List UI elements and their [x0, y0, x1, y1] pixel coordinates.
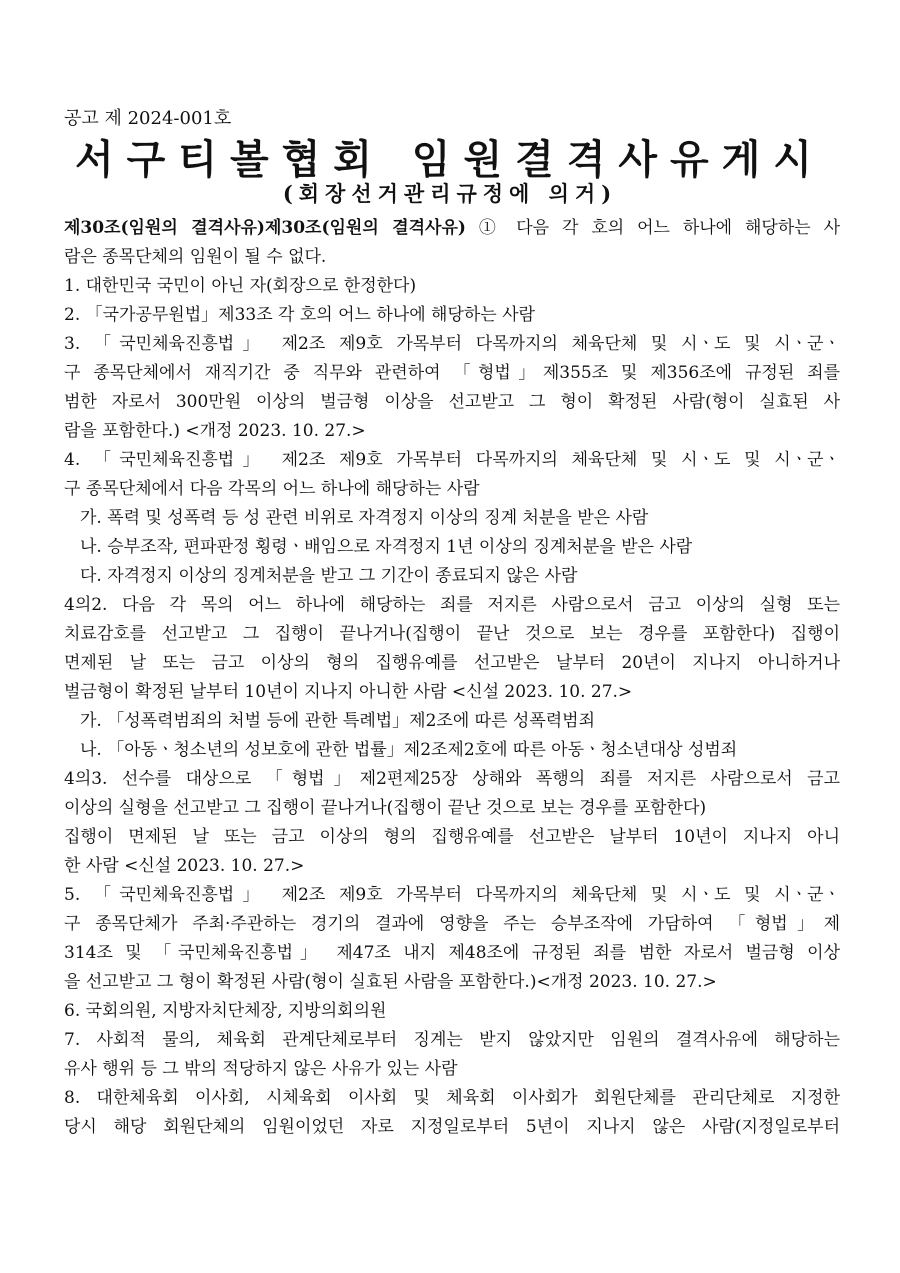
item-1: 1. 대한민국 국민이 아닌 자(회장으로 한정한다) [64, 276, 417, 296]
article-line: 람은 종목단체의 임원이 될 수 없다. [64, 247, 327, 267]
item-3: 3. 「국민체육진흥법」 제2조 제9호 가목부터 다목까지의 체육단체 및 시ㆍ도 및 시ㆍ군ㆍ [64, 334, 840, 354]
article-body [64, 214, 840, 1142]
item-7: 7. 사회적 물의, 체육회 관계단체로부터 징계는 받지 않았지만 임원의 결격사유에 해당하는 [64, 1030, 840, 1050]
sub-item-ga: 가. 폭력 및 성폭력 등 성 관련 비위로 자격정지 이상의 징계 처분을 받은 사람 [80, 508, 649, 528]
item-5: 5. 「국민체육진흥법」 제2조 제9호 가목부터 다목까지의 체육단체 및 시ㆍ도 및 시ㆍ군ㆍ [64, 885, 840, 905]
sub-item-na: 나. 「아동ㆍ청소년의 성보호에 관한 법률」제2조제2호에 따른 아동ㆍ청소년대상 성범죄 [80, 740, 738, 760]
article-line-text: ① 다음 각 호의 어느 하나에 해당하는 사 [478, 218, 840, 238]
sub-item-da: 다. 자격정지 이상의 징계처분을 받고 그 기간이 종료되지 않은 사람 [80, 566, 578, 586]
item-3-cont: 구 종목단체에서 재직기간 중 직무와 관련하여 「형법」제355조 및 제356조에 규정된 죄를 [64, 363, 840, 383]
item-3-cont: 범한 자로서 300만원 이상의 벌금형 이상을 선고받고 그 형이 확정된 사람(형이 실효된 사 [64, 392, 840, 412]
item-4-3-cont: 한 사람 <신설 2023. 10. 27.> [64, 856, 305, 876]
item-4-2-cont: 면제된 날 또는 금고 이상의 형의 집행유예를 선고받은 날부터 20년이 지나지 아니하거나 [64, 653, 840, 673]
sub-item-ga: 가. 「성폭력범죄의 처벌 등에 관한 특례법」제2조에 따른 성폭력범죄 [80, 711, 596, 731]
item-5-cont: 을 선고받고 그 형이 확정된 사람(형이 실효된 사람을 포함한다.)<개정 2023. 10. 27.> [64, 972, 717, 992]
item-4-3: 4의3. 선수를 대상으로 「형법」제2편제25장 상해와 폭행의 죄를 저지른 사람으로서 금고 [64, 769, 840, 789]
item-8: 8. 대한체육회 이사회, 시체육회 이사회 및 체육회 이사회가 회원단체를 관리단체로 지정한 [64, 1088, 840, 1108]
item-5-cont: 구 종목단체가 주최·주관하는 경기의 결과에 영향을 주는 승부조작에 가담하여 「형법」제 [64, 914, 840, 934]
notice-number: 공고 제 2024-001호 [64, 108, 232, 129]
item-8-cont: 당시 해당 회원단체의 임원이었던 자로 지정일로부터 5년이 지나지 않은 사람(지정일로부터 [64, 1117, 840, 1137]
article-line-1 [64, 214, 840, 243]
item-4-2-cont: 벌금형이 확정된 날부터 10년이 지나지 아니한 사람 <신설 2023. 10. 27.> [64, 682, 633, 702]
item-5-cont: 314조 및 「국민체육진흥법」 제47조 내지 제48조에 규정된 죄를 범한 자로서 벌금형 이상 [64, 943, 840, 963]
item-4: 4. 「국민체육진흥법」 제2조 제9호 가목부터 다목까지의 체육단체 및 시ㆍ도 및 시ㆍ군ㆍ [64, 450, 840, 470]
item-4-cont: 구 종목단체에서 다음 각목의 어느 하나에 해당하는 사람 [64, 479, 480, 499]
document-title: 서구티볼협회 임원결격사유게시 [75, 136, 825, 183]
item-4-3-cont: 집행이 면제된 날 또는 금고 이상의 형의 집행유예를 선고받은 날부터 10년이 지나지 아니 [64, 827, 840, 847]
sub-item-na: 나. 승부조작, 편파판정 횡령ㆍ배임으로 자격정지 1년 이상의 징계처분을 받은 사람 [80, 537, 693, 557]
item-4-2-cont: 치료감호를 선고받고 그 집행이 끝나거나(집행이 끝난 것으로 보는 경우를 포함한다) 집행이 [64, 624, 840, 644]
document-subtitle: (회장선거관리규정에 의거) [282, 181, 618, 206]
item-4-2: 4의2. 다음 각 목의 어느 하나에 해당하는 죄를 저지른 사람으로서 금고 이상의 실형 또는 [64, 595, 840, 615]
article-heading: 제30조(임원의 결격사유)제30조(임원의 결격사유) [64, 218, 466, 238]
item-2: 2. 「국가공무원법」제33조 각 호의 어느 하나에 해당하는 사람 [64, 305, 535, 325]
item-3-cont: 람을 포함한다.) <개정 2023. 10. 27.> [64, 421, 366, 441]
item-6: 6. 국회의원, 지방자치단체장, 지방의회의원 [64, 1001, 387, 1021]
item-4-3-cont: 이상의 실형을 선고받고 그 집행이 끝나거나(집행이 끝난 것으로 보는 경우를 포함한다) [64, 798, 707, 818]
item-7-cont: 유사 행위 등 그 밖의 적당하지 않은 사유가 있는 사람 [64, 1059, 458, 1079]
